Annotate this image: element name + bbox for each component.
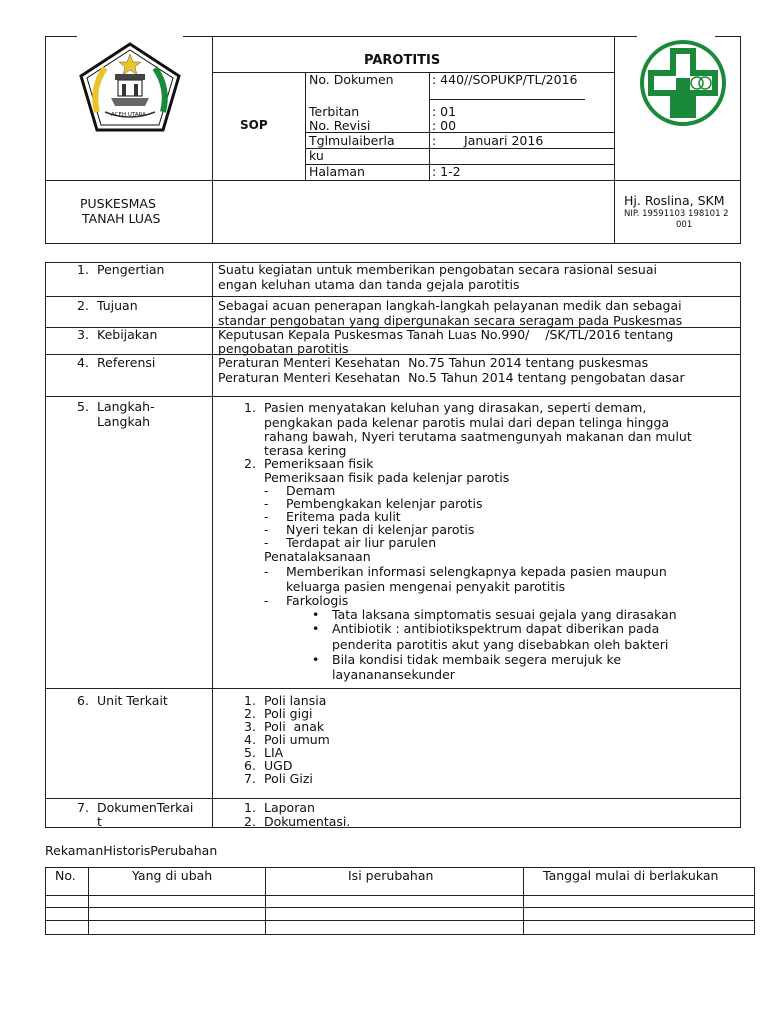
unit-item-number: 6. <box>244 758 256 773</box>
sop-label: SOP <box>240 118 268 132</box>
kebijakan-text-2: pengobatan parotitis <box>218 341 349 356</box>
org-name-line1: PUSKESMAS <box>80 196 156 211</box>
pengertian-text-2: engan keluhan utama dan tanda gejala parotitis <box>218 277 520 292</box>
pengertian-text-1: Suatu kegiatan untuk memberikan pengobatan secara rasional sesuai <box>218 262 657 277</box>
row-label-referensi: Referensi <box>97 355 156 370</box>
row-label-tujuan: Tujuan <box>97 298 138 313</box>
unit-item-number: 4. <box>244 732 256 747</box>
field-label-tgl-mulai: Tglmulaiberla <box>309 133 395 148</box>
row-num-pengertian: 1. <box>77 262 89 277</box>
signer-nip-line1: NIP. 19591103 198101 2 <box>624 209 729 219</box>
unit-item: Poli Gizi <box>264 771 313 786</box>
penata-1-line-1: Memberikan informasi selengkapnya kepada pasien maupun <box>286 564 667 579</box>
gejala-dash: - <box>264 535 269 550</box>
row-label-pengertian: Pengertian <box>97 262 165 277</box>
history-title: RekamanHistorisPerubahan <box>45 843 218 858</box>
penata-dash: - <box>264 593 269 608</box>
penatalaksanaan-title: Penatalaksanaan <box>264 549 371 564</box>
unit-item-number: 7. <box>244 771 256 786</box>
unit-item: Poli anak <box>264 719 325 734</box>
dokumen-item-number: 2. <box>244 814 256 829</box>
dokumen-item: Dokumentasi. <box>264 814 351 829</box>
row-label-kebijakan: Kebijakan <box>97 327 158 342</box>
step-1-line-2: pengkakan pada kelenar parotis mulai dari depan telinga hingga <box>264 415 670 430</box>
step-2-subtitle: Pemeriksaan fisik pada kelenjar parotis <box>264 470 510 485</box>
regency-emblem-logo <box>75 40 185 134</box>
unit-item: Poli lansia <box>264 693 327 708</box>
farkologis-bullet-1: Tata laksana simptomatis sesuai gejala yang dirasakan <box>332 607 677 622</box>
farkologis-bullet-3-line-2: layananansekunder <box>332 667 455 682</box>
tujuan-text-2: standar pengobatan yang dipergunakan secara seragam pada Puskesmas <box>218 313 683 328</box>
row-num-kebijakan: 3. <box>77 327 89 342</box>
step-2-number: 2. <box>244 456 256 471</box>
unit-item: UGD <box>264 758 293 773</box>
gejala-dash: - <box>264 522 269 537</box>
history-col-tanggal: Tanggal mulai di berlakukan <box>543 868 719 883</box>
farkologis-title: Farkologis <box>286 593 349 608</box>
puskesmas-cross-logo <box>636 36 730 130</box>
row-num-langkah: 5. <box>77 399 89 414</box>
row-label-langkah-1: Langkah- <box>97 399 155 414</box>
step-2-title: Pemeriksaan fisik <box>264 456 374 471</box>
field-value-tgl-mulai: : Januari 2016 <box>432 133 544 148</box>
field-value-halaman: : 1-2 <box>432 164 461 179</box>
row-label-dokumen-1: DokumenTerkai <box>97 800 194 815</box>
dokumen-item: Laporan <box>264 800 315 815</box>
step-1-line-4: terasa kering <box>264 443 347 458</box>
farkologis-bullet-3-line-1: Bila kondisi tidak membaik segera merujuk ke <box>332 652 622 667</box>
farkologis-bullet-2-line-1: Antibiotik : antibiotikspektrum dapat diberikan pada <box>332 621 660 636</box>
field-label-halaman: Halaman <box>309 164 365 179</box>
penata-1-line-2: keluarga pasien mengenai penyakit parotitis <box>286 579 566 594</box>
field-label-tgl-mulai-cont: ku <box>309 148 324 163</box>
row-num-unit: 6. <box>77 693 89 708</box>
gejala-dash: - <box>264 509 269 524</box>
field-label-no-revisi: No. Revisi <box>309 118 371 133</box>
field-label-terbitan: Terbitan <box>309 104 360 119</box>
gejala-item: Demam <box>286 483 336 498</box>
logo-caption: ACEH UTARA <box>111 112 146 118</box>
history-col-isi-perubahan: Isi perubahan <box>348 868 434 883</box>
unit-item: Poli umum <box>264 732 330 747</box>
bullet-marker: • <box>312 652 320 667</box>
referensi-text-1: Peraturan Menteri Kesehatan No.75 Tahun 2014 tentang puskesmas <box>218 355 649 370</box>
gejala-dash: - <box>264 496 269 511</box>
unit-item-number: 2. <box>244 706 256 721</box>
gejala-item: Nyeri tekan di kelenjar parotis <box>286 522 475 537</box>
unit-item: LIA <box>264 745 284 760</box>
field-value-no-revisi: : 00 <box>432 118 457 133</box>
bullet-marker: • <box>312 607 320 622</box>
farkologis-bullet-2-line-2: penderita parotitis akut yang disebabkan oleh bakteri <box>332 637 669 652</box>
row-label-unit: Unit Terkait <box>97 693 168 708</box>
unit-item-number: 5. <box>244 745 256 760</box>
row-label-langkah-2: Langkah <box>97 414 151 429</box>
row-num-referensi: 4. <box>77 355 89 370</box>
tujuan-text-1: Sebagai acuan penerapan langkah-langkah pelayanan medik dan sebagai <box>218 298 682 313</box>
history-col-no: No. <box>55 868 76 883</box>
signer-name: Hj. Roslina, SKM <box>624 193 725 208</box>
step-1-line-1: Pasien menyatakan keluhan yang dirasakan, seperti demam, <box>264 400 647 415</box>
history-col-yang-diubah: Yang di ubah <box>132 868 213 883</box>
row-num-dokumen: 7. <box>77 800 89 815</box>
gejala-item: Eritema pada kulit <box>286 509 401 524</box>
signer-nip-line2: 001 <box>676 220 693 230</box>
field-label-no-dokumen: No. Dokumen <box>309 72 394 87</box>
unit-item-number: 3. <box>244 719 256 734</box>
unit-item-number: 1. <box>244 693 256 708</box>
penata-dash: - <box>264 564 269 579</box>
step-1-line-3: rahang bawah, Nyeri terutama saatmengunyah makanan dan mulut <box>264 429 692 444</box>
bullet-marker: • <box>312 621 320 636</box>
step-1-number: 1. <box>244 400 256 415</box>
row-num-tujuan: 2. <box>77 298 89 313</box>
gejala-item: Terdapat air liur parulen <box>286 535 437 550</box>
referensi-text-2: Peraturan Menteri Kesehatan No.5 Tahun 2014 tentang pengobatan dasar <box>218 370 685 385</box>
kebijakan-text-1: Keputusan Kepala Puskesmas Tanah Luas No.990/ /SK/TL/2016 tentang <box>218 327 674 342</box>
unit-item: Poli gigi <box>264 706 313 721</box>
field-value-terbitan: : 01 <box>432 104 457 119</box>
org-name-line2: TANAH LUAS <box>82 211 161 226</box>
row-label-dokumen-2: t <box>97 814 102 829</box>
document-title: PAROTITIS <box>364 53 441 68</box>
field-value-no-dokumen: : 440//SOPUKP/TL/2016 <box>432 72 578 87</box>
gejala-item: Pembengkakan kelenjar parotis <box>286 496 483 511</box>
dokumen-item-number: 1. <box>244 800 256 815</box>
gejala-dash: - <box>264 483 269 498</box>
